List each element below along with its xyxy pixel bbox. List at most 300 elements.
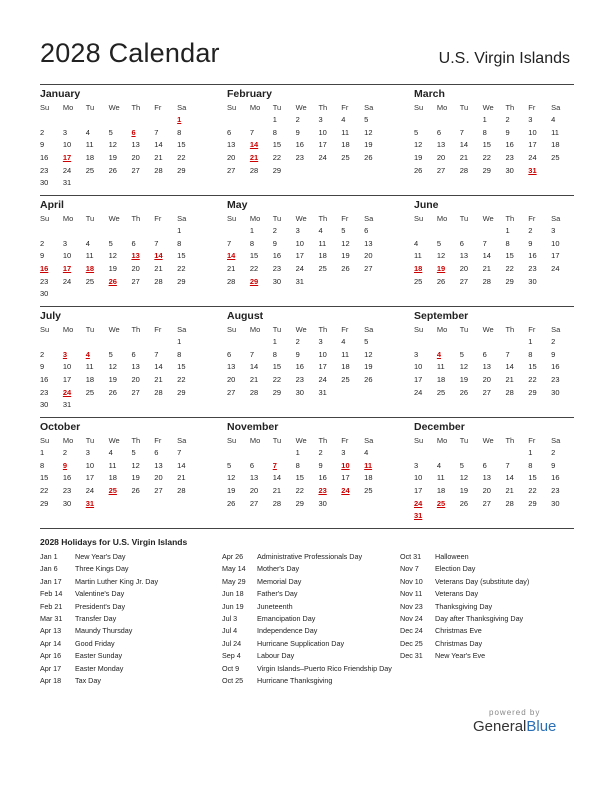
weekday-label: Mo xyxy=(62,102,74,112)
day-cell: 21 xyxy=(505,485,514,495)
day-cell: 28 xyxy=(154,276,163,286)
weekday-label: Tu xyxy=(85,435,95,445)
holiday-item xyxy=(222,602,397,614)
day-cell: 4 xyxy=(436,460,442,470)
week-row xyxy=(227,126,387,139)
week-row xyxy=(414,224,574,237)
week-row xyxy=(414,497,574,510)
holiday-date: Oct 31 xyxy=(400,552,422,561)
day-cell: 30 xyxy=(40,400,49,410)
day-cell: 20 xyxy=(459,263,469,273)
day-cell: 12 xyxy=(131,460,140,470)
month-march xyxy=(414,85,574,189)
day-cell: 22 xyxy=(177,263,186,273)
day-cell: 5 xyxy=(341,225,346,235)
day-cell: 8 xyxy=(40,460,45,470)
day-cell: 28 xyxy=(272,498,282,508)
holiday-date: Jul 4 xyxy=(222,626,238,636)
day-cell: 30 xyxy=(272,276,282,286)
holiday-date: Feb 21 xyxy=(40,601,63,611)
day-cell: 7 xyxy=(482,238,487,248)
day-cell: 18 xyxy=(436,485,446,495)
holiday-name: Good Friday xyxy=(75,638,115,648)
day-cell: 11 xyxy=(436,362,445,372)
day-cell: 3 xyxy=(341,447,346,457)
month-february xyxy=(227,85,387,189)
day-cell: 6 xyxy=(459,238,464,248)
day-cell: 18 xyxy=(364,473,373,483)
day-cell: 17 xyxy=(318,140,327,150)
day-cell: 17 xyxy=(62,263,72,273)
day-cell: 10 xyxy=(85,460,95,470)
holiday-item xyxy=(40,676,215,688)
day-cell: 14 xyxy=(505,473,514,483)
day-cell: 27 xyxy=(482,387,491,397)
day-cell: 9 xyxy=(40,140,45,150)
day-cell: 20 xyxy=(131,374,140,384)
day-cell: 15 xyxy=(505,251,514,261)
holiday-date: Mar 31 xyxy=(40,613,63,623)
holiday-name: Thanksgiving Day xyxy=(435,601,493,611)
week-row xyxy=(40,484,200,497)
week-row xyxy=(40,360,200,373)
day-cell: 16 xyxy=(272,251,282,261)
day-cell: 8 xyxy=(505,238,510,248)
day-cell: 22 xyxy=(177,374,186,384)
day-cell: 19 xyxy=(108,263,117,273)
month-april xyxy=(40,196,200,300)
day-cell: 14 xyxy=(249,362,259,372)
day-cell: 31 xyxy=(62,400,72,410)
weekday-label: Tu xyxy=(459,435,469,445)
week-row xyxy=(227,446,387,459)
day-cell: 1 xyxy=(40,447,45,457)
holiday-item xyxy=(40,614,215,626)
brand-name-general: General xyxy=(473,718,527,735)
day-cell: 5 xyxy=(459,349,464,359)
holiday-date: Oct 25 xyxy=(222,675,244,685)
day-cell: 24 xyxy=(318,152,327,162)
day-cell: 25 xyxy=(341,374,350,384)
day-cell: 22 xyxy=(40,485,49,495)
day-cell: 23 xyxy=(318,485,327,495)
week-row xyxy=(414,262,574,275)
holiday-date: Apr 17 xyxy=(40,663,62,673)
day-cell: 21 xyxy=(154,263,163,273)
day-cell: 22 xyxy=(528,485,537,495)
weekday-label: We xyxy=(482,213,494,223)
day-cell: 8 xyxy=(482,127,487,137)
day-cell: 29 xyxy=(249,276,259,286)
day-cell: 9 xyxy=(40,251,45,261)
month-november xyxy=(227,418,387,522)
day-cell: 2 xyxy=(40,349,45,359)
day-cell: 7 xyxy=(154,127,159,137)
holiday-date: Nov 11 xyxy=(400,589,423,599)
day-cell: 12 xyxy=(436,251,446,261)
holiday-date: Jan 6 xyxy=(40,564,58,574)
day-cell: 18 xyxy=(108,473,117,483)
week-row xyxy=(227,176,387,189)
weekday-label: Sa xyxy=(177,324,187,334)
holiday-item xyxy=(400,614,575,626)
week-row xyxy=(414,373,574,386)
day-cell: 28 xyxy=(249,165,259,175)
month-name: March xyxy=(414,88,445,100)
day-cell: 7 xyxy=(154,238,159,248)
month-row xyxy=(40,306,574,417)
holiday-date: Feb 14 xyxy=(40,589,63,599)
day-cell: 8 xyxy=(295,460,300,470)
weekday-label: Fr xyxy=(528,324,536,334)
weekday-label: Sa xyxy=(364,324,374,334)
day-cell: 11 xyxy=(551,127,559,137)
weekday-label: Tu xyxy=(85,324,95,334)
holiday-item xyxy=(222,664,397,676)
day-cell: 7 xyxy=(227,238,232,248)
day-cell: 17 xyxy=(295,251,304,261)
day-cell: 14 xyxy=(272,473,282,483)
day-cell: 28 xyxy=(505,498,514,508)
month-name: August xyxy=(227,310,264,322)
calendar-grid xyxy=(40,84,574,529)
day-cell: 14 xyxy=(227,251,236,261)
day-cell: 18 xyxy=(341,140,350,150)
day-cell: 13 xyxy=(249,473,259,483)
week-row xyxy=(414,164,574,177)
day-cell: 14 xyxy=(249,140,259,150)
weekday-label: We xyxy=(482,435,494,445)
day-cell: 3 xyxy=(318,336,323,346)
weekday-header xyxy=(414,323,574,335)
day-cell: 11 xyxy=(108,460,117,470)
holiday-date: May 14 xyxy=(222,564,246,574)
day-cell: 28 xyxy=(459,165,469,175)
day-cell: 3 xyxy=(528,114,533,124)
day-cell: 22 xyxy=(505,263,514,273)
month-may xyxy=(227,196,387,300)
month-september xyxy=(414,307,574,411)
weekday-label: Fr xyxy=(154,435,162,445)
day-cell: 26 xyxy=(414,165,423,175)
day-cell: 18 xyxy=(85,374,95,384)
day-cell: 31 xyxy=(85,498,95,508)
week-row xyxy=(40,497,200,510)
day-cell: 10 xyxy=(341,460,350,470)
day-cell: 31 xyxy=(414,511,423,521)
day-cell: 27 xyxy=(436,165,446,175)
holiday-date: Apr 16 xyxy=(40,651,62,661)
weekday-label: We xyxy=(108,435,120,445)
day-cell: 11 xyxy=(341,349,350,359)
holiday-date: Nov 10 xyxy=(400,576,423,586)
day-cell: 16 xyxy=(318,473,327,483)
day-cell: 8 xyxy=(177,238,182,248)
holiday-item xyxy=(400,589,575,601)
month-name: July xyxy=(40,310,62,322)
day-cell: 14 xyxy=(154,251,163,261)
day-cell: 2 xyxy=(295,336,300,346)
day-cell: 30 xyxy=(551,498,560,508)
week-row xyxy=(40,459,200,472)
week-row xyxy=(227,348,387,361)
day-cell: 18 xyxy=(341,362,350,372)
week-row xyxy=(227,151,387,164)
weekday-label: Su xyxy=(414,324,424,334)
weekday-header xyxy=(40,101,200,113)
week-row xyxy=(414,126,574,139)
day-cell: 29 xyxy=(40,498,49,508)
day-cell: 28 xyxy=(154,165,163,175)
week-row xyxy=(414,446,574,459)
weekday-label: Su xyxy=(40,435,50,445)
day-cell: 30 xyxy=(318,498,327,508)
holiday-item xyxy=(40,664,215,676)
day-cell: 11 xyxy=(436,473,445,483)
weekday-label: Fr xyxy=(341,324,349,334)
day-cell: 14 xyxy=(177,460,186,470)
day-cell: 5 xyxy=(131,447,136,457)
weekday-label: Sa xyxy=(551,213,561,223)
day-cell: 9 xyxy=(551,460,556,470)
week-row xyxy=(414,237,574,250)
day-cell: 8 xyxy=(528,460,533,470)
day-cell: 6 xyxy=(436,127,442,137)
holiday-item xyxy=(400,602,575,614)
day-cell: 14 xyxy=(459,140,469,150)
day-cell: 11 xyxy=(364,460,373,470)
day-cell: 2 xyxy=(62,447,68,457)
holiday-item xyxy=(40,626,215,638)
holiday-name: Transfer Day xyxy=(75,613,117,623)
holiday-column xyxy=(400,552,575,664)
month-name: February xyxy=(227,88,272,100)
week-row xyxy=(227,113,387,126)
day-cell: 4 xyxy=(414,238,419,248)
weekday-label: We xyxy=(108,213,120,223)
holiday-date: Dec 25 xyxy=(400,638,423,648)
day-cell: 10 xyxy=(528,127,537,137)
day-cell: 1 xyxy=(482,114,487,124)
day-cell: 27 xyxy=(131,387,140,397)
day-cell: 19 xyxy=(436,263,446,273)
week-row xyxy=(227,275,387,288)
week-row xyxy=(227,497,387,510)
month-row xyxy=(40,417,574,528)
holiday-date: Jul 24 xyxy=(222,638,242,648)
day-cell: 11 xyxy=(85,140,94,150)
day-cell: 13 xyxy=(436,140,446,150)
day-cell: 15 xyxy=(295,473,304,483)
month-july xyxy=(40,307,200,411)
day-cell: 1 xyxy=(272,336,277,346)
day-cell: 7 xyxy=(459,127,464,137)
day-cell: 14 xyxy=(154,140,163,150)
month-name: June xyxy=(414,199,439,211)
day-cell: 17 xyxy=(414,485,423,495)
day-cell: 19 xyxy=(414,152,423,162)
holiday-item xyxy=(40,577,215,589)
week-row xyxy=(227,287,387,300)
weekday-label: Th xyxy=(505,324,515,334)
day-cell: 19 xyxy=(131,473,140,483)
weekday-label: Mo xyxy=(249,102,261,112)
day-cell: 22 xyxy=(272,152,282,162)
day-cell: 28 xyxy=(154,387,163,397)
week-row xyxy=(414,113,574,126)
weekday-label: Tu xyxy=(272,102,282,112)
day-cell: 11 xyxy=(318,238,327,248)
holiday-name: Valentine's Day xyxy=(75,589,125,599)
holiday-item xyxy=(222,676,397,688)
holiday-name: Emancipation Day xyxy=(257,613,316,623)
day-cell: 29 xyxy=(295,498,304,508)
weekday-label: Mo xyxy=(249,213,261,223)
weekday-label: Tu xyxy=(272,324,282,334)
day-cell: 2 xyxy=(528,225,533,235)
holiday-item xyxy=(40,589,215,601)
day-cell: 9 xyxy=(295,127,300,137)
weekday-label: Su xyxy=(227,102,237,112)
week-row xyxy=(40,287,200,300)
day-cell: 24 xyxy=(551,263,560,273)
holiday-name: Martin Luther King Jr. Day xyxy=(75,576,159,586)
day-cell: 26 xyxy=(364,374,373,384)
day-cell: 3 xyxy=(414,349,419,359)
day-cell: 1 xyxy=(177,114,182,124)
weekday-label: Su xyxy=(414,435,424,445)
weekday-label: Tu xyxy=(272,435,282,445)
holiday-name: Easter Monday xyxy=(75,663,124,673)
day-cell: 1 xyxy=(177,336,182,346)
day-cell: 21 xyxy=(154,152,163,162)
day-cell: 27 xyxy=(131,276,140,286)
day-cell: 25 xyxy=(436,498,446,508)
day-cell: 10 xyxy=(414,362,423,372)
day-cell: 29 xyxy=(177,387,186,397)
day-cell: 9 xyxy=(551,349,556,359)
day-cell: 14 xyxy=(482,251,491,261)
day-cell: 23 xyxy=(551,374,560,384)
week-row xyxy=(414,176,574,189)
day-cell: 19 xyxy=(364,140,373,150)
day-cell: 21 xyxy=(154,374,163,384)
weekday-label: Sa xyxy=(177,102,187,112)
week-row xyxy=(227,360,387,373)
weekday-label: Fr xyxy=(341,435,349,445)
weekday-label: Fr xyxy=(528,435,536,445)
day-cell: 16 xyxy=(551,473,560,483)
week-row xyxy=(414,471,574,484)
weekday-label: Fr xyxy=(341,102,349,112)
weekday-header xyxy=(227,323,387,335)
week-row xyxy=(414,459,574,472)
day-cell: 23 xyxy=(551,485,560,495)
weekday-label: Sa xyxy=(364,102,374,112)
day-cell: 16 xyxy=(40,374,49,384)
day-cell: 15 xyxy=(177,362,186,372)
day-cell: 27 xyxy=(227,387,236,397)
day-cell: 29 xyxy=(272,387,282,397)
day-cell: 30 xyxy=(505,165,514,175)
holiday-item xyxy=(40,564,215,576)
day-cell: 20 xyxy=(249,485,259,495)
day-cell: 25 xyxy=(414,276,423,286)
day-cell: 10 xyxy=(62,251,72,261)
day-cell: 18 xyxy=(414,263,423,273)
day-cell: 20 xyxy=(227,152,236,162)
day-cell: 27 xyxy=(459,276,469,286)
day-cell: 6 xyxy=(131,238,136,248)
day-cell: 12 xyxy=(459,362,469,372)
holiday-name: Veterans Day (substitute day) xyxy=(435,576,530,586)
day-cell: 8 xyxy=(177,349,182,359)
week-row xyxy=(227,138,387,151)
day-cell: 6 xyxy=(131,127,136,137)
weekday-label: Mo xyxy=(436,324,448,334)
weekday-label: Th xyxy=(318,435,328,445)
holiday-item xyxy=(400,639,575,651)
day-cell: 2 xyxy=(40,238,45,248)
day-cell: 18 xyxy=(436,374,446,384)
day-cell: 8 xyxy=(272,127,277,137)
day-cell: 4 xyxy=(85,127,90,137)
region-name: U.S. Virgin Islands xyxy=(438,50,570,67)
day-cell: 25 xyxy=(85,165,95,175)
day-cell: 3 xyxy=(318,114,323,124)
weekday-label: We xyxy=(108,324,120,334)
holiday-name: Hurricane Thanksgiving xyxy=(257,675,333,685)
day-cell: 12 xyxy=(108,140,117,150)
day-cell: 11 xyxy=(341,127,350,137)
month-name: May xyxy=(227,199,248,211)
holiday-name: Independence Day xyxy=(257,626,318,636)
day-cell: 23 xyxy=(528,263,537,273)
day-cell: 3 xyxy=(551,225,556,235)
day-cell: 29 xyxy=(177,165,186,175)
week-row xyxy=(40,113,200,126)
holiday-item xyxy=(40,651,215,663)
day-cell: 16 xyxy=(528,251,537,261)
day-cell: 27 xyxy=(364,263,373,273)
weekday-label: Fr xyxy=(341,213,349,223)
day-cell: 23 xyxy=(40,165,49,175)
day-cell: 10 xyxy=(318,349,327,359)
day-cell: 1 xyxy=(272,114,277,124)
holiday-date: Jun 19 xyxy=(222,601,244,611)
day-cell: 27 xyxy=(249,498,259,508)
day-cell: 4 xyxy=(85,349,90,359)
weekday-label: Mo xyxy=(62,324,74,334)
weekday-label: We xyxy=(295,102,307,112)
day-cell: 22 xyxy=(249,263,259,273)
week-row xyxy=(227,386,387,399)
day-cell: 16 xyxy=(40,263,49,273)
weekday-label: Sa xyxy=(177,213,187,223)
week-row xyxy=(227,262,387,275)
day-cell: 9 xyxy=(528,238,533,248)
day-cell: 30 xyxy=(295,387,304,397)
holiday-date: Jan 17 xyxy=(40,576,62,586)
weekday-label: We xyxy=(295,213,307,223)
weekday-label: Tu xyxy=(85,102,95,112)
day-cell: 29 xyxy=(528,387,537,397)
day-cell: 24 xyxy=(341,485,350,495)
day-cell: 16 xyxy=(40,152,49,162)
holiday-name: Day after Thanksgiving Day xyxy=(435,613,524,623)
month-name: November xyxy=(227,421,279,433)
month-row xyxy=(40,84,574,195)
